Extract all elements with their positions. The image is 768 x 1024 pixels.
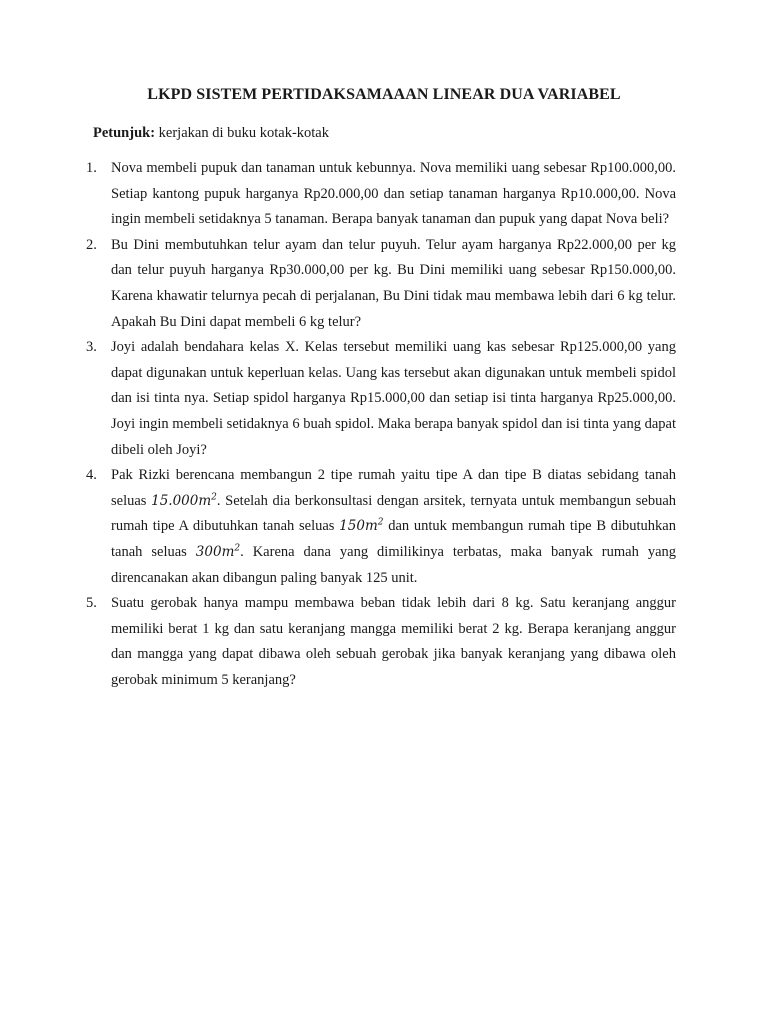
problem-item — [86, 591, 676, 693]
problem-text: Nova membeli pupuk dan tanaman untuk kebunnya. Nova memiliki uang sebesar Rp100.000,00. Setiap kantong pupuk harganya Rp20.000,00 dan setiap tanaman harganya Rp10.000,00. Nova ingin membeli setidaknya 5 tanaman. Berapa banyak tanaman dan pupuk yang dapat Nova beli? — [111, 160, 676, 228]
problem-number: 1. — [86, 160, 97, 176]
math-exponent: 2 — [234, 543, 241, 554]
problem-number: 4. — [86, 467, 97, 484]
math-exponent: 2 — [211, 492, 217, 503]
problem-text-part: dan untuk membangun rumah tipe B dibutuhkan tanah seluas — [111, 518, 676, 560]
problem-text: Suatu gerobak hanya mampu membawa beban tidak lebih dari 8 kg. Satu keranjang anggur memiliki berat 1 kg dan satu keranjang mangga memiliki berat 2 kg. Berapa keranjang anggur dan mangga yang dapat dibawa oleh sebuah gerobak jika banyak keranjang yang dibawa oleh gerobak minimum 5 keranjang? — [111, 595, 676, 688]
problem-text: Bu Dini membutuhkan telur ayam dan telur puyuh. Telur ayam harganya Rp22.000,00 per kg dan telur puyuh harganya Rp30.000,00 per kg. Bu Dini memiliki uang sebesar Rp150.000,00. Karena khawatir telurnya pecah di perjalanan, Bu Dini tidak mau membawa lebih dari 6 kg telur. Apakah Bu Dini dapat membeli 6 kg telur? — [111, 236, 676, 330]
math-area-total — [151, 493, 217, 509]
problem-item — [86, 156, 676, 233]
problem-item — [86, 335, 676, 463]
instruction-label: Petunjuk: — [93, 125, 156, 141]
problem-text-part: . Karena dana yang dimilikinya terbatas, maka banyak rumah yang direncanakan akan dibangun paling banyak 125 unit. — [111, 543, 677, 586]
math-area-type-a — [339, 518, 383, 534]
math-value: 15.000m — [151, 492, 212, 509]
instruction-text: kerjakan di buku kotak-kotak — [158, 125, 329, 141]
problem-text-part: . Setelah dia berkonsultasi dengan arsitek, ternyata untuk membangun sebuah rumah tipe A dibutuhkan tanah seluas — [111, 492, 677, 535]
problem-text-part: Pak Rizki berencana membangun 2 tipe rumah yaitu tipe A dan tipe B diatas sebidang tanah seluas — [111, 467, 676, 509]
math-value: 300m — [195, 543, 235, 560]
problem-number: 3. — [86, 339, 97, 356]
document-title: LKPD SISTEM PERTIDAKSAMAAAN LINEAR DUA VARIABEL — [147, 86, 621, 103]
math-exponent: 2 — [377, 517, 384, 528]
problem-text: Joyi adalah bendahara kelas X. Kelas tersebut memiliki uang kas sebesar Rp125.000,00 yang dapat digunakan untuk keperluan kelas. Uang kas tersebut akan digunakan untuk membeli spidol dan isi tinta nya. Setiap spidol harganya Rp15.000,00 dan setiap isi tinta harganya Rp25.000,00. Joyi ingin membeli setidaknya 6 buah spidol. Maka berapa banyak spidol dan isi tinta yang dapat dibeli oleh Joyi? — [111, 339, 676, 458]
math-value: 150m — [339, 518, 378, 535]
instruction — [93, 125, 329, 142]
problem-item — [86, 233, 676, 335]
problem-list — [86, 156, 676, 693]
problem-number: 5. — [86, 595, 97, 612]
problem-number: 2. — [86, 236, 97, 253]
problem-item — [86, 463, 676, 591]
math-area-type-b — [196, 544, 240, 560]
